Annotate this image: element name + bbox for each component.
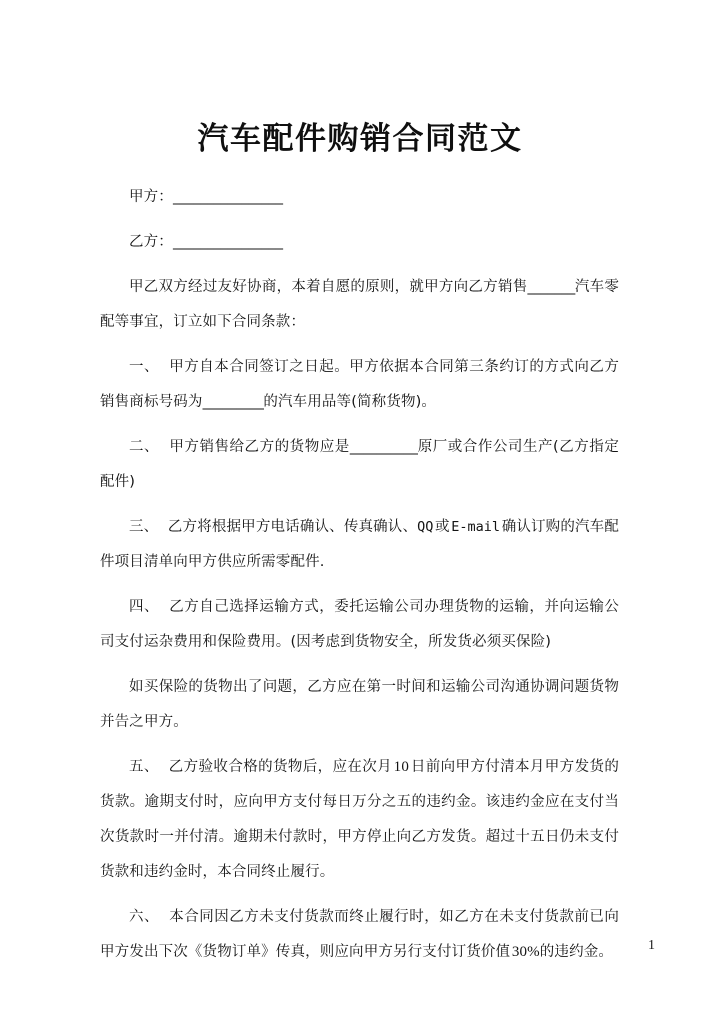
page-number: 1 [648, 938, 655, 953]
preamble-paragraph [100, 270, 619, 340]
spacer [100, 340, 619, 350]
document-body [100, 180, 619, 970]
clause-5 [100, 750, 619, 890]
clause-4-number: 四、 [129, 599, 160, 615]
clause-3-text-part1: 乙方将根据甲方电话确认、传真确认、 [167, 519, 418, 535]
clause-1-text-part1: 甲方自本合同签订之日起。甲方依据本合同第三条约订的方式向乙方销售商标号码为 [100, 359, 619, 410]
clause-2-text-part2: 原厂或合作公司生产(乙方指定配件) [100, 439, 619, 490]
clause-6-penalty-percent: 30% [511, 944, 540, 960]
clause-3 [100, 510, 619, 580]
preamble-blank: _______ [527, 279, 575, 295]
party-label-first: 甲方： [129, 189, 173, 205]
insurance-note-paragraph [100, 670, 619, 740]
spacer [100, 260, 619, 270]
clause-3-latin-qq: QQ [417, 519, 434, 535]
preamble-text-after: 汽车零配等事宜，订立如下合同条款： [100, 279, 619, 330]
spacer [100, 500, 619, 510]
clause-5-text-part2: 日前向甲方付清本月甲方发货的货款。逾期支付时，应向甲方支付每日万分之五的违约金。该违约金应在支付当次货款时一并付清。逾期未付款时，甲方停止向乙方发货。超过十五日仍未支付货款和违约金时，本合同终止履行。 [100, 759, 619, 880]
party-blank-first: ________________ [172, 189, 283, 205]
clause-6 [100, 900, 619, 970]
clause-2-blank: __________ [349, 439, 418, 455]
clause-1-text-part2: 的汽车用品等(简称货物)。 [263, 394, 437, 410]
clause-2-text-part1: 甲方销售给乙方的货物应是 [169, 439, 350, 455]
spacer [100, 740, 619, 750]
party-blank-second: ________________ [172, 234, 283, 250]
clause-6-text-part1: 本合同因乙方未支付货款而终止履行时，如乙方在未支付货款前已向甲方发出下次《货物订单》传真，则应向甲方另行支付订货价值 [100, 909, 619, 960]
clause-1-number: 一、 [129, 359, 160, 375]
insurance-note-text: 如买保险的货物出了问题，乙方应在第一时间和运输公司沟通协调问题货物并告之甲方。 [100, 679, 619, 730]
clause-6-number: 六、 [129, 909, 160, 925]
spacer [100, 420, 619, 430]
spacer [100, 580, 619, 590]
clause-4-text: 乙方自己选择运输方式，委托运输公司办理货物的运输，并向运输公司支付运杂费用和保险费用。(因考虑到货物安全，所发货必须买保险) [100, 599, 619, 650]
spacer [100, 215, 619, 225]
clause-1-blank: _________ [202, 394, 264, 410]
page-title: 汽车配件购销合同范文 [197, 120, 523, 157]
clause-5-day-number: 10 [393, 759, 409, 775]
clause-5-number: 五、 [129, 759, 159, 775]
clause-5-text-part1: 乙方验收合格的货物后，应在次月 [168, 759, 393, 775]
party-line-first [100, 180, 619, 215]
clause-3-latin-email: E-mail [451, 519, 501, 535]
spacer [100, 660, 619, 670]
preamble-text-before: 甲乙双方经过友好协商，本着自愿的原则，就甲方向乙方销售 [129, 279, 528, 295]
clause-2 [100, 430, 619, 500]
clause-3-conjunction: 或 [435, 519, 450, 535]
party-label-second: 乙方： [129, 234, 173, 250]
spacer [100, 890, 619, 900]
clause-3-text-part2: 确认订购的汽车配件项目清单向甲方供应所需零配件. [100, 519, 619, 570]
clause-6-text-part2: 的违约金。 [539, 944, 614, 960]
clause-2-number: 二、 [129, 439, 160, 455]
clause-4 [100, 590, 619, 660]
party-line-second [100, 225, 619, 260]
clause-3-number: 三、 [129, 519, 159, 535]
clause-1 [100, 350, 619, 420]
